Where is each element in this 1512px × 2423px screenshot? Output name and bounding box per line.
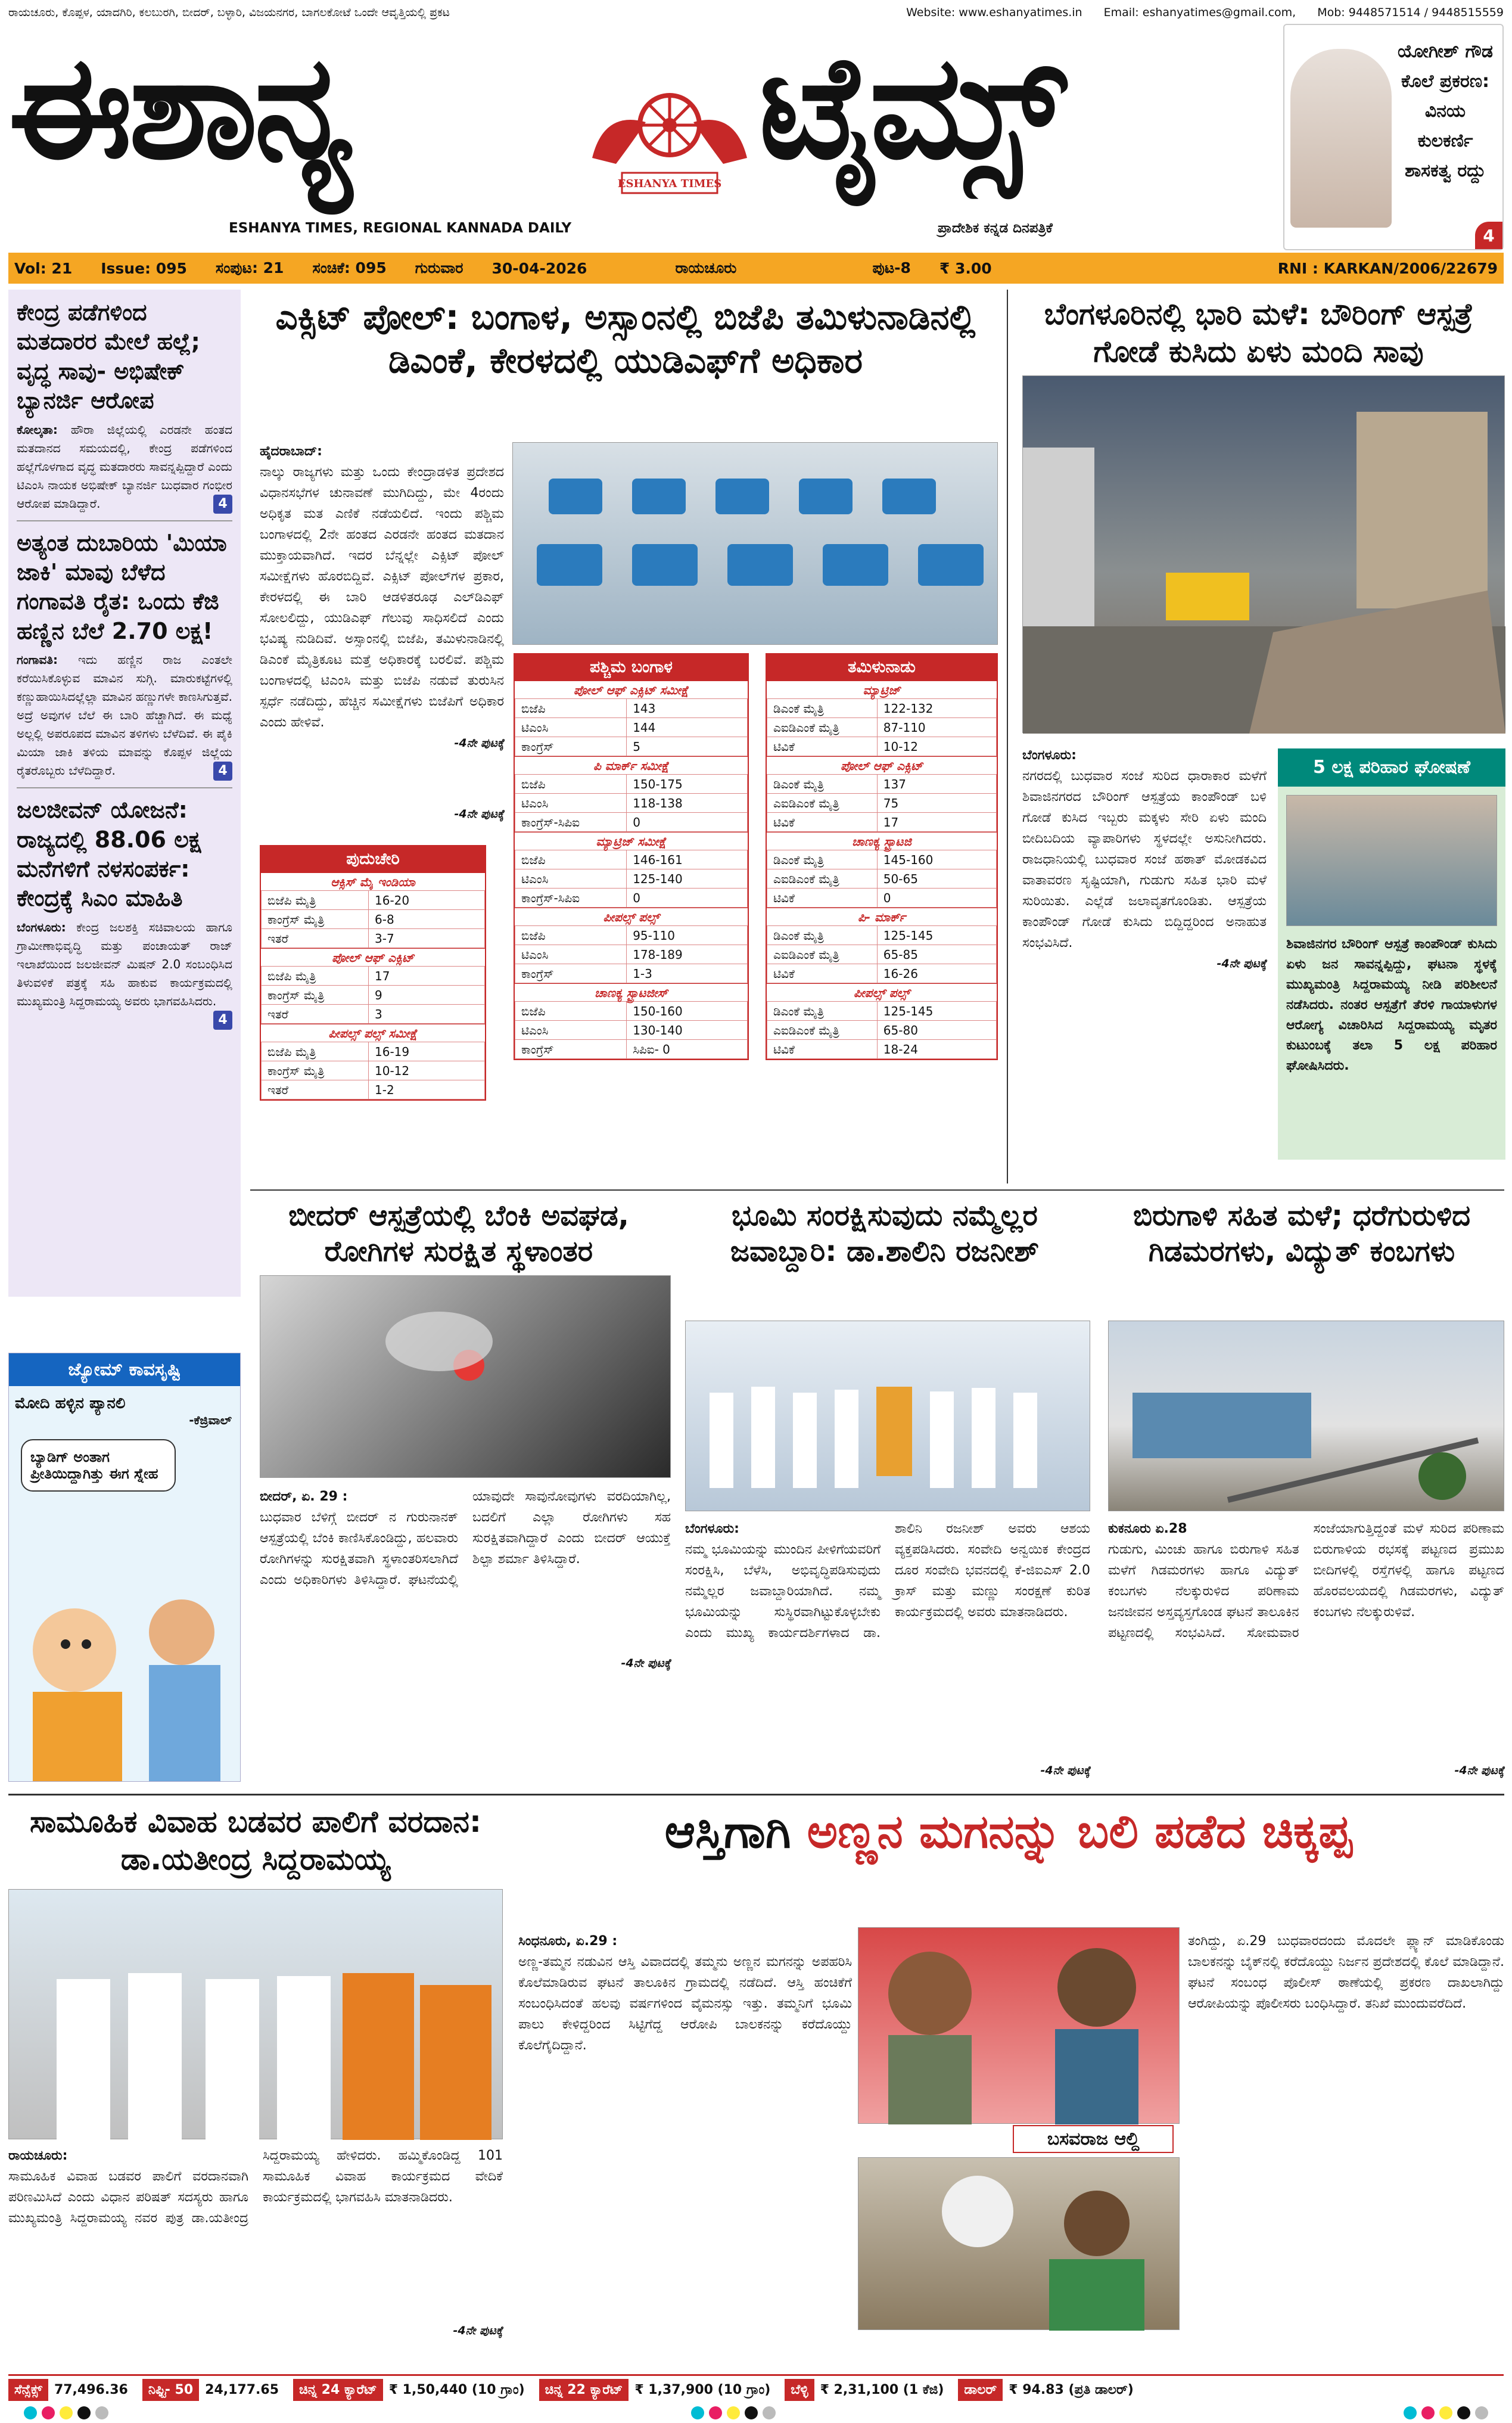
- email-link[interactable]: Email: eshanyatimes@gmail.com,: [1103, 6, 1296, 19]
- page-count: ಪುಟ-8: [872, 259, 911, 277]
- seats-cell: 146-161: [627, 850, 748, 869]
- table-row: [767, 945, 997, 964]
- portrait-photo: [1290, 49, 1392, 228]
- date: 30-04-2026: [491, 259, 587, 277]
- seats-cell: 125-140: [627, 869, 748, 889]
- seats-cell: 87-110: [877, 718, 996, 737]
- fire-photo: [260, 1275, 671, 1478]
- lead-headline[interactable]: ಎಕ್ಸಿಟ್ ಪೋಲ್: ಬಂಗಾಳ, ಅಸ್ಸಾಂನಲ್ಲಿ ಬಿಜೆಪಿ ತಮಿಳುನಾಡಿನಲ್ಲಿ ಡಿಎಂಕೆ, ಕೇರಳದಲ್ಲಿ ಯುಡಿಎಫ್‌ಗೆ ಅಧಿಕಾರ: [275, 297, 976, 381]
- table-row: [515, 775, 748, 794]
- ticker-value: ₹ 1,50,440 (10 ಗ್ರಾಂ): [388, 2382, 525, 2397]
- table-row: [515, 1040, 748, 1059]
- table-row: [515, 1002, 748, 1021]
- table-row: [515, 945, 748, 964]
- seats-cell: 75: [877, 794, 996, 813]
- hospital-icon: [858, 2158, 1180, 2331]
- ticker-label: ಬೆಳ್ಳಿ: [785, 2379, 814, 2401]
- section-rule: [250, 1189, 1504, 1191]
- continue-note: -4ನೇ ಪುಟಕ್ಕೆ: [454, 737, 504, 750]
- continue-note: -4ನೇ ಪುಟಕ್ಕೆ: [1217, 957, 1267, 970]
- table-row: [262, 1005, 485, 1024]
- lead-text: ನಾಲ್ಕು ರಾಜ್ಯಗಳು ಮತ್ತು ಒಂದು ಕೇಂದ್ರಾಡಳಿತ ಪ್ರದೇಶದ ವಿಧಾನಸಭೆಗಳ ಚುನಾವಣೆ ಮುಗಿದಿದ್ದು, ಮೇ 4ರಂದು ಅಧಿಕೃತ ಮತ ಎಣಿಕೆ ನಡೆಯಲಿದೆ. ಇಂದು ಪಶ್ಚಿಮ ಬಂಗಾಳದಲ್ಲಿ 2ನೇ ಹಂತದ ಎರಡನೇ ಹಂತದ ಮತದಾನ ಮುಕ್ತಾಯವಾಗಿದೆ. ಇದರ ಬೆನ್ನಲ್ಲೇ ಎಕ್ಸಿಟ್ ಪೋಲ್ ಸಮೀಕ್ಷೆಗಳು ಹೊರಬಿದ್ದಿವೆ. ಎಕ್ಸಿಟ್ ಪೋಲ್‌ಗಳ ಪ್ರಕಾರ, ಕೇರಳದಲ್ಲಿ ಈ ಬಾರಿ ಆಡಳಿತರೂಢ ಎಲ್‌ಡಿಎಫ್‌ ಸೋಲಲಿದ್ದು, ಯುಡಿಎಫ್ ಗೆಲುವು ಸಾಧಿಸಲಿದೆ ಎಂದು ಭವಿಷ್ಯ ನುಡಿದಿವೆ. ಅಸ್ಸಾಂನಲ್ಲಿ ಬಿಜೆಪಿ, ತಮಿಳುನಾಡಿನಲ್ಲಿ ಡಿಎಂಕೆ ಮೈತ್ರಿಕೂಟ ಮತ್ತೆ ಅಧಿಕಾರಕ್ಕೆ ಬರಲಿವೆ. ಪಶ್ಚಿಮ ಬಂಗಾಳದಲ್ಲಿ ಟಿಎಂಸಿ ಮತ್ತು ಬಿಜೆಪಿ ನಡುವೆ ತುರುಸಿನ ಸ್ಪರ್ಧೆ ನಡೆದಿದ್ದು, ಹೆಚ್ಚಿನ ಸಮೀಕ್ಷೆಗಳು ಬಿಜೆಪಿಗೆ ಅಧಿಕಾರ ಎಂದು ಹೇಳಿವೆ.: [260, 465, 504, 730]
- storm-photo: [1108, 1321, 1504, 1511]
- table-row: [767, 794, 997, 813]
- registration-marks-left: [24, 2406, 108, 2419]
- weekday: ಗುರುವಾರ: [415, 259, 463, 277]
- table-row: [767, 737, 997, 756]
- rain-text: ನಗರದಲ್ಲಿ ಬುಧವಾರ ಸಂಜೆ ಸುರಿದ ಧಾರಾಕಾರ ಮಳೆಗೆ ಶಿವಾಜಿನಗರದ ಬೌರಿಂಗ್ ಆಸ್ಪತ್ರೆಯ ಕಾಂಪೌಂಡ್ ಬಳಿ ಗೋಡೆ ಕುಸಿದ ಇಬ್ಬರು ಮಕ್ಕಳು ಸೇರಿ ಏಳು ಮಂದಿ ಬೀದಿಬದಿಯ ವ್ಯಾಪಾರಿಗಳು ಸ್ಥಳದಲ್ಲೇ ಅಸುನೀಗಿದರು. ರಾಜಧಾನಿಯಲ್ಲಿ ಬುಧವಾರ ಸಂಜೆ ಹಠಾತ್ ಮೋಡಕವಿದ ವಾತಾವರಣ ಸೃಷ್ಟಿಯಾಗಿ, ಗುಡುಗು ಸಹಿತ ಭಾರಿ ಮಳೆ ಸುರಿಯಿತು. ಎಲ್ಲೆಡೆ ಜಲಾವೃತಗೊಂಡಿತು. ಆಸ್ಪತ್ರೆಯ ಕಾಂಪೌಂಡ್ ಗೋಡೆ ಕುಸಿದು ಬಿದ್ದಿದ್ದರಿಂದ ಅನಾಹುತ ಸಂಭವಿಸಿದೆ.: [1022, 769, 1267, 950]
- rain-dateline: ಬೆಂಗಳೂರು:: [1022, 748, 1077, 763]
- collapse-scene-icon: [1023, 376, 1505, 734]
- party-cell: ಬಿಜೆಪಿ: [515, 775, 627, 794]
- land-text: ನಮ್ಮ ಭೂಮಿಯನ್ನು ಮುಂದಿನ ಪೀಳಿಗೆಯವರಿಗೆ ಸಂರಕ್ಷಿಸಿ, ಬೆಳೆಸಿ, ಅಭಿವೃದ್ಧಿಪಡಿಸುವುದು ನಮ್ಮೆಲ್ಲರ ಜವಾಬ್ದಾರಿಯಾಗಿದೆ. ನಮ್ಮ ಭೂಮಿಯನ್ನು ಸುಸ್ಥಿರವಾಗಿಟ್ಟುಕೊಳ್ಳಬೇಕು ಎಂದು ಮುಖ್ಯ ಕಾರ್ಯದರ್ಶಿಗಳಾದ ಡಾ. ಶಾಲಿನಿ ರಜನೀಶ್ ಅವರು ಆಶಯ ವ್ಯಕ್ತಪಡಿಸಿದರು. ಸಂವೇದಿ ಅನ್ವಯಿಕ ಕೇಂದ್ರದ ದೂರ ಸಂವೇದಿ ಭವನದಲ್ಲಿ ಕೆ-ಜಿಐಎಸ್ 2.0 ಕ್ರಾಸ್ ಮತ್ತು ಮಣ್ಣು ಸಂರಕ್ಷಣೆ ಕುರಿತ ಕಾರ್ಯಕ್ರಮದಲ್ಲಿ ಅವರು ಮಾತನಾಡಿದರು.: [685, 1521, 1090, 1641]
- table-section-title: ಚಾಣಕ್ಯ ಸ್ಟ್ರಾಟಜಿ: [767, 832, 997, 850]
- seats-cell: 16-26: [877, 964, 996, 983]
- rni-number: RNI : KARKAN/2006/22679: [1277, 259, 1498, 277]
- bidar-text: ಬುಧವಾರ ಬೆಳಿಗ್ಗೆ ಬೀದರ್ ನ ಗುರುನಾನಕ್ ಆಸ್ಪತ್ರೆಯಲ್ಲಿ ಬೆಂಕಿ ಕಾಣಿಸಿಕೊಂಡಿದ್ದು, ಹಲವಾರು ರೋಗಿಗಳನ್ನು ಸುರಕ್ಷಿತವಾಗಿ ಸ್ಥಳಾಂತರಿಸಲಾಗಿದೆ ಎಂದು ಅಧಿಕಾರಿಗಳು ತಿಳಿಸಿದ್ದಾರೆ. ಘಟನೆಯಲ್ಲಿ ಯಾವುದೇ ಸಾವುನೋವುಗಳು ವರದಿಯಾಗಿಲ್ಲ, ಬದಲಿಗೆ ಎಲ್ಲಾ ರೋಗಿಗಳು ಸಹ ಸುರಕ್ಷಿತವಾಗಿದ್ದಾರೆ ಎಂದು ಬೀದರ್ ಆಯುಕ್ತೆ ಶಿಲ್ಪಾ ಶರ್ಮಾ ತಿಳಿಸಿದ್ದಾರೆ.: [260, 1489, 671, 1588]
- seats-cell: 3-7: [369, 929, 485, 948]
- ticker-value: ₹ 1,37,900 (10 ಗ್ರಾಂ): [634, 2382, 771, 2397]
- party-cell: ಬಿಜೆಪಿ: [515, 926, 627, 945]
- ticker-label: ಡಾಲರ್: [958, 2379, 1003, 2401]
- seats-cell: 150-175: [627, 775, 748, 794]
- info-bar: [8, 253, 1504, 284]
- page-ref-badge: 4: [213, 762, 232, 781]
- wedding-dateline: ರಾಯಚೂರು:: [8, 2148, 68, 2163]
- party-cell: ಬಿಜೆಪಿ ಮೈತ್ರಿ: [262, 967, 369, 986]
- storm-dateline: ಕುಕನೂರು ಏ.28: [1108, 1521, 1187, 1536]
- storm-body: [1108, 1518, 1504, 1644]
- masthead: [8, 24, 1504, 250]
- relief-photo: [1286, 795, 1497, 926]
- seats-cell: 6-8: [369, 910, 485, 929]
- party-cell: ಇತರೆ: [262, 1080, 369, 1099]
- party-cell: ಕಾಂಗ್ರೆಸ್: [515, 964, 627, 983]
- emblem-text: ESHANYA TIMES: [617, 178, 722, 190]
- page-ref-badge: 4: [1475, 222, 1502, 249]
- fire-icon: [260, 1276, 671, 1478]
- party-cell: ಬಿಜೆಪಿ: [515, 699, 627, 718]
- emblem-icon: [580, 69, 759, 218]
- table-row: [515, 850, 748, 869]
- party-cell: ಬಿಜೆಪಿ ಮೈತ್ರಿ: [262, 1042, 369, 1061]
- table-row: [515, 926, 748, 945]
- evm-photo: [512, 442, 998, 645]
- cartoon-byline: -ಕೆಜ್ರಿವಾಲ್: [189, 1413, 232, 1427]
- relief-box[interactable]: [1278, 748, 1505, 1160]
- seats-cell: 178-189: [627, 945, 748, 964]
- brief-headline: ಅತ್ಯಂತ ದುಬಾರಿಯ 'ಮಿಯಾ ಜಾಕಿ' ಮಾವು ಬೆಳೆದ ಗಂಗಾವತಿ ರೈತ: ಒಂದು ಕೆಜಿ ಹಣ್ಣಿನ ಬೆಲೆ 2.70 ಲಕ್ಷ!: [17, 529, 227, 644]
- column-rule: [1007, 290, 1008, 1183]
- seats-cell: 0: [627, 813, 748, 832]
- party-cell: ಕಾಂಗ್ರೆಸ್ ಮೈತ್ರಿ: [262, 986, 369, 1005]
- table-section-title: ಪೋಲ್ ಆಫ್ ಎಕ್ಸಿಟ್: [261, 948, 485, 966]
- table-row: [262, 910, 485, 929]
- mobile-numbers: Mob: 9448571514 / 9448515559: [1317, 6, 1504, 19]
- seats-cell: 50-65: [877, 869, 996, 889]
- ticker-label: ಚಿನ್ನ 24 ಕ್ಯಾರೆಟ್: [293, 2379, 383, 2401]
- sanchike: ಸಂಚಿಕೆ: 095: [312, 259, 387, 277]
- crime-body: [518, 1931, 852, 2056]
- party-cell: ಡಿಎಂಕೆ ಮೈತ್ರಿ: [767, 775, 878, 794]
- table-row: [767, 718, 997, 737]
- table-row: [262, 891, 485, 910]
- brief-dateline: ಕೋಲ್ಕತಾ:: [17, 422, 58, 437]
- top-strip: [8, 5, 1504, 20]
- table-row: [767, 699, 997, 718]
- evm-icon: [513, 443, 998, 645]
- table-row: [767, 850, 997, 869]
- page-ref-badge: 4: [213, 1011, 232, 1030]
- brief-item[interactable]: [17, 529, 232, 781]
- party-cell: ಎಐಡಿಎಂಕೆ ಮೈತ್ರಿ: [767, 1021, 878, 1040]
- table-row: [767, 964, 997, 983]
- portrait-icon: [858, 1928, 1180, 2124]
- table-section-title: ಪೋಲ್ ಆಫ್ ಎಕ್ಸಿಟ್: [767, 756, 997, 774]
- table-section-title: ಪೀಪಲ್ಸ್ ಪಲ್ಸ್ ಸಮೀಕ್ಷೆ: [261, 1024, 485, 1042]
- section-rule: [8, 1794, 1504, 1795]
- relief-title: 5 ಲಕ್ಷ ಪರಿಹಾರ ಘೋಷಣೆ: [1278, 748, 1505, 787]
- party-cell: ಟಿವಿಕೆ: [767, 964, 878, 983]
- seats-cell: 137: [877, 775, 996, 794]
- title-left: ಈಶಾನ್ಯ: [8, 24, 350, 191]
- table-row: [767, 1002, 997, 1021]
- table-row: [515, 813, 748, 832]
- ticker-label: ಸೆನ್ಸೆಕ್ಸ್: [8, 2379, 48, 2401]
- party-cell: ಕಾಂಗ್ರೆಸ್ ಮೈತ್ರಿ: [262, 1061, 369, 1080]
- storm-headline[interactable]: ಬಿರುಗಾಳಿ ಸಹಿತ ಮಳೆ; ಧರೆಗುರುಳಿದ ಗಿಡಮರಗಳು, ವಿದ್ಯುತ್ ಕಂಬಗಳು: [1133, 1199, 1471, 1268]
- promo-line: ಶಾಸಕತ್ವ ರದ್ದು: [1405, 160, 1486, 181]
- seats-cell: 10-12: [369, 1061, 485, 1080]
- table-row: [515, 869, 748, 889]
- seats-cell: 1-3: [627, 964, 748, 983]
- table-row: [515, 718, 748, 737]
- brief-body: ಹೌರಾ ಜಿಲ್ಲೆಯಲ್ಲಿ ಎರಡನೇ ಹಂತದ ಮತದಾನದ ಸಮಯದಲ್ಲಿ, ಕೇಂದ್ರ ಪಡೆಗಳಿಂದ ಹಲ್ಲೆಗೊಳಗಾದ ವೃದ್ಧ ಮತದಾರರು ಸಾವನ್ನಪ್ಪಿದ್ದಾರೆ ಎಂದು ಟಿಎಂಸಿ ನಾಯಕ ಅಭಿಷೇಕ್ ಬ್ಯಾನರ್ಜಿ ಬುಧವಾರ ಗಂಭೀರ ಆರೋಪ ಮಾಡಿದ್ದಾರೆ.: [17, 422, 233, 511]
- editions-line: ರಾಯಚೂರು, ಕೊಪ್ಪಳ, ಯಾದಗಿರಿ, ಕಲಬುರಗಿ, ಬೀದರ್, ಬಳ್ಳಾರಿ, ವಿಜಯನಗರ, ಬಾಗಲಕೋಟೆ ಒಂದೇ ಆವೃತ್ತಿಯಲ್ಲಿ ಪ್ರಕಟ: [8, 6, 450, 19]
- ticker-value: 24,177.65: [205, 2382, 279, 2397]
- brief-dateline: ಬೆಂಗಳೂರು:: [17, 920, 66, 934]
- party-cell: ಡಿಎಂಕೆ ಮೈತ್ರಿ: [767, 1002, 878, 1021]
- table-row: [262, 986, 485, 1005]
- seats-cell: 3: [369, 1005, 485, 1024]
- party-cell: ಡಿಎಂಕೆ ಮೈತ್ರಿ: [767, 850, 878, 869]
- seats-cell: 144: [627, 718, 748, 737]
- table-title: ತಮಿಳುನಾಡು: [767, 654, 997, 681]
- land-headline[interactable]: ಭೂಮಿ ಸಂರಕ್ಷಿಸುವುದು ನಮ್ಮೆಲ್ಲರ ಜವಾಬ್ದಾರಿ: ಡಾ.ಶಾಲಿನಿ ರಜನೀಶ್: [730, 1199, 1040, 1268]
- crime-headline-pre: ಆಸ್ತಿಗಾಗಿ: [664, 1805, 807, 1859]
- sampuTa: ಸಂಪುಟ: 21: [215, 259, 284, 277]
- brief-headline: ಜಲಜೀವನ್ ಯೋಜನೆ: ರಾಜ್ಯದಲ್ಲಿ 88.06 ಲಕ್ಷ ಮನೆಗಳಿಗೆ ನಳಸಂಪರ್ಕ: ಕೇಂದ್ರಕ್ಕೆ ಸಿಎಂ ಮಾಹಿತಿ: [17, 797, 201, 912]
- brief-item[interactable]: [17, 298, 232, 513]
- seats-cell: 0: [877, 889, 996, 908]
- table-row: [767, 1021, 997, 1040]
- cartoon-figures-icon: [9, 1555, 241, 1781]
- table-row: [515, 699, 748, 718]
- seats-cell: 1-2: [369, 1080, 485, 1099]
- wedding-text: ಸಾಮೂಹಿಕ ವಿವಾಹ ಬಡವರ ಪಾಲಿಗೆ ವರದಾನವಾಗಿ ಪರಿಣಮಿಸಿದೆ ಎಂದು ವಿಧಾನ ಪರಿಷತ್ ಸದಸ್ಯರು ಹಾಗೂ ಮುಖ್ಯಮಂತ್ರಿ ಸಿದ್ದರಾಮಯ್ಯ ನವರ ಪುತ್ರ ಡಾ.ಯತೀಂದ್ರ ಸಿದ್ದರಾಮಯ್ಯ ಹೇಳಿದರು. ಹಮ್ಮಿಕೊಂಡಿದ್ದ 101 ಸಾಮೂಹಿಕ ವಿವಾಹ ಕಾರ್ಯಕ್ರಮದ ವೇದಿಕೆ ಕಾರ್ಯಕ್ರಮದಲ್ಲಿ ಭಾಗವಹಿಸಿ ಮಾತನಾಡಿದರು.: [8, 2148, 503, 2226]
- brief-body: ಇದು ಹಣ್ಣಿನ ರಾಜ ಎಂತಲೇ ಕರೆಯಿಸಿಕೊಳ್ಳುವ ಮಾವಿನ ಸುಗ್ಗಿ. ಮಾರುಕಟ್ಟೆಗಳಲ್ಲಿ ಕಣ್ಣುಹಾಯಿಸಿದಲ್ಲೆಲ್ಲಾ ಮಾವಿನ ಹಣ್ಣುಗಳೇ ಕಾಣಸಿಗುತ್ತವೆ. ಅದ್ರೆ ಅವುಗಳ ಬೆಲೆ ಈ ಬಾರಿ ಹೆಚ್ಚಾಗಿದೆ. ಈ ಮಧ್ಯೆ ಅಲ್ಲಲ್ಲಿ ಅಪರೂಪದ ಮಾವಿನ ತಳಿಗಳು ಬೆಳೆದಿವೆ. ಈ ಪೈಕಿ ಮಿಯಾ ಜಾಕಿ ತಳಿಯ ಮಾವನ್ನು ಕೊಪ್ಪಳ ಜಿಲ್ಲೆಯ ರೈತರೊಬ್ಬರು ಬೆಳೆದಿದ್ದಾರೆ.: [17, 653, 232, 778]
- title-right: ಟೈಮ್ಸ್: [759, 24, 1062, 191]
- crime-text: ಅಣ್ಣ-ತಮ್ಮನ ನಡುವಿನ ಆಸ್ತಿ ವಿವಾದದಲ್ಲಿ ತಮ್ಮನು ಅಣ್ಣನ ಮಗನನ್ನು ಅಪಹರಿಸಿ ಕೊಲೆಮಾಡಿರುವ ಘಟನೆ ತಾಲೂಕಿನ ಗ್ರಾಮದಲ್ಲಿ ನಡೆದಿದೆ. ಆಸ್ತಿ ಹಂಚಿಕೆಗೆ ಸಂಬಂಧಿಸಿದಂತೆ ಹಲವು ವರ್ಷಗಳಿಂದ ವೈಮನಸ್ಸು ಇತ್ತು. ತಮ್ಮನಿಗೆ ಭೂಮಿ ಪಾಲು ಕೇಳಿದ್ದರಿಂದ ಸಿಟ್ಟಿಗೆದ್ದ ಆರೋಪಿ ಬಾಲಕನನ್ನು ಕರೆದೊಯ್ದು ಕೊಲೆಗೈದಿದ್ದಾನೆ.: [518, 1955, 852, 2053]
- rain-body: [1022, 745, 1267, 974]
- seats-cell: 16-19: [369, 1042, 485, 1061]
- continue-note: -4ನೇ ಪುಟಕ್ಕೆ: [454, 807, 504, 821]
- table-row: [767, 1040, 997, 1059]
- wedding-body: [8, 2145, 503, 2229]
- seats-cell: 65-85: [877, 945, 996, 964]
- seats-cell: 5: [627, 737, 748, 756]
- table-section-title: ಪೀಪಲ್ಸ್ ಪಲ್ಸ್: [767, 983, 997, 1001]
- seats-cell: 118-138: [627, 794, 748, 813]
- crime-headline-red: ಅಣ್ಣನ ಮಗನನ್ನು ಬಲಿ ಪಡೆದ ಚಿಕ್ಕಪ್ಪ: [807, 1805, 1352, 1859]
- seats-cell: 143: [627, 699, 748, 718]
- seats-cell: 10-12: [877, 737, 996, 756]
- land-dateline: ಬೆಂಗಳೂರು:: [685, 1521, 739, 1536]
- table-row: [515, 1021, 748, 1040]
- table-row: [515, 964, 748, 983]
- registration-marks-right: [1404, 2406, 1488, 2419]
- table-row: [767, 869, 997, 889]
- registration-marks-center: [691, 2406, 776, 2419]
- party-cell: ಟಿವಿಕೆ: [767, 1040, 878, 1059]
- table-row: [515, 889, 748, 908]
- seats-cell: 95-110: [627, 926, 748, 945]
- issue: Issue: 095: [101, 259, 187, 277]
- seats-cell: ಸಿಪಿಐ- 0: [627, 1040, 748, 1059]
- brief-headline: ಕೇಂದ್ರ ಪಡೆಗಳಿಂದ ಮತದಾರರ ಮೇಲೆ ಹಲ್ಲೆ; ವೃದ್ಧ ಸಾವು- ಅಭಿಷೇಕ್ ಬ್ಯಾನರ್ಜಿ ಆರೋಪ: [17, 299, 200, 414]
- seats-cell: 122-132: [877, 699, 996, 718]
- table-section-title: ಪೀಪಲ್ಸ್ ಪಲ್ಸ್: [515, 908, 748, 925]
- table-section-title: ಪಿ- ಮಾರ್ಕ್: [767, 908, 997, 925]
- tamilnadu-table: [766, 653, 998, 1060]
- promo-line: ಕೊಲೆ ಪ್ರಕರಣ:: [1401, 71, 1490, 92]
- website-link[interactable]: Website: www.eshanyatimes.in: [906, 6, 1082, 19]
- party-cell: ಕಾಂಗ್ರೆಸ್-ಸಿಪಿಐ: [515, 813, 627, 832]
- bidar-body: [260, 1486, 671, 1591]
- party-cell: ಬಿಜೆಪಿ: [515, 1002, 627, 1021]
- seats-cell: 145-160: [877, 850, 996, 869]
- seats-cell: 130-140: [627, 1021, 748, 1040]
- party-cell: ಟಿಎಂಸಿ: [515, 794, 627, 813]
- bidar-headline[interactable]: ಬೀದರ್ ಆಸ್ಪತ್ರೆಯಲ್ಲಿ ಬೆಂಕಿ ಅವಘಡ, ರೋಗಿಗಳ ಸುರಕ್ಷಿತ ಸ್ಥಳಾಂತರ: [288, 1199, 629, 1268]
- party-cell: ಇತರೆ: [262, 929, 369, 948]
- ticker-label: ಚಿನ್ನ 22 ಕ್ಯಾರೆಟ್: [539, 2379, 629, 2401]
- place: ರಾಯಚೂರು: [675, 259, 737, 277]
- seats-cell: 18-24: [877, 1040, 996, 1059]
- party-cell: ಟಿವಿಕೆ: [767, 889, 878, 908]
- lead-body: [260, 441, 504, 754]
- table-row: [515, 737, 748, 756]
- ticker-label: ನಿಫ್ಟಿ- 50: [142, 2379, 199, 2401]
- party-cell: ಬಿಜೆಪಿ ಮೈತ್ರಿ: [262, 891, 369, 910]
- table-row: [767, 926, 997, 945]
- party-cell: ಎಐಡಿಎಂಕೆ ಮೈತ್ರಿ: [767, 945, 878, 964]
- party-cell: ಡಿಎಂಕೆ ಮೈತ್ರಿ: [767, 699, 878, 718]
- party-cell: ಟಿಎಂಸಿ: [515, 1021, 627, 1040]
- table-section-title: ಚಾಣಕ್ಯ ಸ್ಟ್ರಾಟಜೀಸ್: [515, 983, 748, 1001]
- crime-body-2: ತಂಗಿದ್ದು, ಏ.29 ಬುಧವಾರದಂದು ಮೊದಲೇ ಪ್ಲ್ಯಾನ್ ಮಾಡಿಕೊಂಡು ಬಾಲಕನನ್ನು ಬೈಕ್‌ನಲ್ಲಿ ಕರೆದೊಯ್ದು ನಿರ್ಜನ ಪ್ರದೇಶದಲ್ಲಿ ಕೊಲೆ ಮಾಡಿದ್ದಾನೆ. ಘಟನೆ ಸಂಬಂಧ ಪೊಲೀಸ್ ಠಾಣೆಯಲ್ಲಿ ಪ್ರಕರಣ ದಾಖಲಾಗಿದ್ದು ಆರೋಪಿಯನ್ನು ಪೊಲೀಸರು ಬಂಧಿಸಿದ್ದಾರೆ. ತನಿಖೆ ಮುಂದುವರೆದಿದೆ.: [1188, 1934, 1504, 2011]
- table-title: ಪಶ್ಚಿಮ ಬಂಗಾಳ: [515, 654, 748, 681]
- party-cell: ಕಾಂಗ್ರೆಸ್: [515, 737, 627, 756]
- table-row: [262, 967, 485, 986]
- promo-line: ವಿನಯ: [1424, 101, 1466, 122]
- table-section-title: ಪೋಲ್ ಆಫ್ ಎಕ್ಸಿಟ್ ಸಮೀಕ್ಷೆ: [515, 681, 748, 698]
- promo-line: ಯೋಗೀಶ್ ಗೌಡ: [1397, 41, 1494, 62]
- continue-note: -4ನೇ ಪುಟಕ್ಕೆ: [1454, 1764, 1504, 1777]
- promo-line: ಕುಲಕರ್ಣಿ: [1417, 131, 1473, 151]
- table-section-title: ಪಿ ಮಾರ್ಕ್ ಸಮೀಕ್ಷೆ: [515, 756, 748, 774]
- seats-cell: 0: [627, 889, 748, 908]
- table-row: [262, 929, 485, 948]
- party-cell: ಕಾಂಗ್ರೆಸ್ ಮೈತ್ರಿ: [262, 910, 369, 929]
- page-ref-badge: 4: [213, 495, 232, 514]
- land-body: [685, 1518, 1090, 1644]
- puducherry-table: [260, 845, 486, 1101]
- party-cell: ಟಿಎಂಸಿ: [515, 869, 627, 889]
- party-cell: ಟಿವಿಕೆ: [767, 813, 878, 832]
- promo-text: [1386, 37, 1505, 186]
- table-title: ಪುದುಚೇರಿ: [261, 846, 485, 872]
- storm-text: ಗುಡುಗು, ಮಿಂಚು ಹಾಗೂ ಬಿರುಗಾಳಿ ಸಹಿತ ಮಳೆಗೆ ಗಿಡಮರಗಳು ಹಾಗೂ ವಿದ್ಯುತ್ ಕಂಬಗಳು ನೆಲಕ್ಕುರುಳಿದ ಪರಿಣಾಮ ಜನಜೀವನ ಅಸ್ತವ್ಯಸ್ತಗೊಂಡ ಘಟನೆ ತಾಲೂಕಿನ ಪಟ್ಟಣದಲ್ಲಿ ಸಂಭವಿಸಿದೆ. ಸೋಮವಾರ ಸಂಜೆಯಾಗುತ್ತಿದ್ದಂತೆ ಮಳೆ ಸುರಿದ ಪರಿಣಾಮ ಬಿರುಗಾಳಿಯ ರಭಸಕ್ಕೆ ಪಟ್ಟಣದ ಪ್ರಮುಖ ಬೀದಿಗಳಲ್ಲಿ ರಸ್ತೆಗಳಲ್ಲಿ ಹಾಗೂ ಪಟ್ಟಣದ ಹೊರವಲಯದಲ್ಲಿ ಗಿಡಮರಗಳು, ವಿದ್ಯುತ್ ಕಂಬಗಳು ನೆಲಕ್ಕುರುಳಿವೆ.: [1108, 1521, 1504, 1641]
- fallen-pole-icon: [1109, 1321, 1505, 1512]
- party-cell: ಕಾಂಗ್ರೆಸ್-ಸಿಪಿಐ: [515, 889, 627, 908]
- group-photo-icon: [686, 1321, 1091, 1512]
- seats-cell: 17: [369, 967, 485, 986]
- continue-note: -4ನೇ ಪುಟಕ್ಕೆ: [1040, 1764, 1090, 1777]
- table-row: [262, 1042, 485, 1061]
- party-cell: ಟಿವಿಕೆ: [767, 737, 878, 756]
- event-photo: [685, 1321, 1090, 1511]
- continue-note: -4ನೇ ಪುಟಕ್ಕೆ: [453, 2324, 503, 2337]
- crowd-icon: [9, 1890, 503, 2140]
- bengal-table: [514, 653, 749, 1060]
- table-row: [262, 1061, 485, 1080]
- party-cell: ಬಿಜೆಪಿ: [515, 850, 627, 869]
- accused-photo: [858, 2157, 1180, 2330]
- party-cell: ಟಿಎಂಸಿ: [515, 718, 627, 737]
- table-row: [767, 813, 997, 832]
- lead-dateline: ಹೈದರಾಬಾದ್:: [260, 444, 322, 459]
- party-cell: ಇತರೆ: [262, 1005, 369, 1024]
- relief-body: ಶಿವಾಜಿನಗರ ಬೌರಿಂಗ್ ಆಸ್ಪತ್ರೆ ಕಾಂಪೌಂಡ್ ಕುಸಿದು ಏಳು ಜನ ಸಾವನ್ನಪ್ಪಿದ್ದು, ಘಟನಾ ಸ್ಥಳಕ್ಕೆ ಮುಖ್ಯಮಂತ್ರಿ ಸಿದ್ದರಾಮಯ್ಯ ನೀಡಿ ಪರಿಶೀಲನೆ ನಡೆಸಿದರು. ನಂತರ ಆಸ್ಪತ್ರೆಗೆ ತೆರಳಿ ಗಾಯಾಳುಗಳ ಆರೋಗ್ಯ ವಿಚಾರಿಸಿದ ಸಿದ್ದರಾಮಯ್ಯ ಮೃತರ ಕುಟುಂಬಕ್ಕೆ ತಲಾ 5 ಲಕ್ಷ ಪರಿಹಾರ ಘೋಷಿಸಿದರು.: [1286, 937, 1497, 1073]
- victim-photo: [858, 1927, 1180, 2124]
- table-row: [767, 889, 997, 908]
- subtitle-kn: ಪ್ರಾದೇಶಿಕ ಕನ್ನಡ ದಿನಪತ್ರಿಕೆ: [938, 220, 1053, 236]
- ticker-value: ₹ 94.83 (ಪ್ರತಿ ಡಾಲರ್): [1009, 2382, 1134, 2397]
- cartoon-title: ಜ್ಯೋಮ್ ಕಾವಸೃಷ್ಟಿ: [9, 1353, 240, 1386]
- table-row: [767, 775, 997, 794]
- table-section-title: ಮ್ಯಾಟ್ರಿಜ್: [767, 681, 997, 698]
- wedding-headline[interactable]: ಸಾಮೂಹಿಕ ವಿವಾಹ ಬಡವರ ಪಾಲಿಗೆ ವರದಾನ: ಡಾ.ಯತೀಂದ್ರ ಸಿದ್ದರಾಮಯ್ಯ: [30, 1804, 481, 1877]
- seats-cell: 65-80: [877, 1021, 996, 1040]
- party-cell: ಎಐಡಿಎಂಕೆ ಮೈತ್ರಿ: [767, 794, 878, 813]
- seats-cell: 125-145: [877, 1002, 996, 1021]
- briefs-column: [8, 290, 241, 1297]
- table-row: [515, 794, 748, 813]
- seats-cell: 125-145: [877, 926, 996, 945]
- party-cell: ಡಿಎಂಕೆ ಮೈತ್ರಿ: [767, 926, 878, 945]
- seats-cell: 17: [877, 813, 996, 832]
- party-cell: ಟಿಎಂಸಿ: [515, 945, 627, 964]
- seats-cell: 9: [369, 986, 485, 1005]
- brief-body: ಕೇಂದ್ರ ಜಲಶಕ್ತಿ ಸಚಿವಾಲಯ ಹಾಗೂ ಗ್ರಾಮೀಣಾಭಿವೃದ್ಧಿ ಮತ್ತು ಪಂಚಾಯತ್ ರಾಜ್ ಇಲಾಖೆಯಿಂದ ಜಲಜೀವನ್ ಮಿಷನ್ 2.0 ಸಂಬಂಧಿಸಿದ ತಿಳುವಳಿಕೆ ಪತ್ರಕ್ಕೆ ಸಹಿ ಹಾಕುವ ಕಾರ್ಯಕ್ರಮದಲ್ಲಿ ಮುಖ್ಯಮಂತ್ರಿ ಸಿದ್ದರಾಮಯ್ಯ ಅವರು ಭಾಗವಹಿಸಿದರು.: [17, 920, 232, 1008]
- ticker-value: ₹ 2,31,100 (1 ಕೆಜಿ): [820, 2382, 944, 2397]
- price: ₹ 3.00: [939, 259, 992, 277]
- bidar-dateline: ಬೀದರ್, ಏ. 29 :: [260, 1489, 348, 1504]
- rain-photo: [1022, 375, 1505, 733]
- subtitle-en: ESHANYA TIMES, REGIONAL KANNADA DAILY: [229, 220, 572, 236]
- wedding-photo: [8, 1889, 503, 2139]
- table-section-title: ಆಕ್ಸಿಸ್ ಮೈ ಇಂಡಿಯಾ: [261, 872, 485, 890]
- table-row: [262, 1080, 485, 1099]
- party-cell: ಎಐಡಿಎಂಕೆ ಮೈತ್ರಿ: [767, 718, 878, 737]
- seats-cell: 150-160: [627, 1002, 748, 1021]
- speech-bubble: ಬ್ಯಾಡಿಗ್ ಅಂತಾಗ ಪ್ರೀತಿಯಿದ್ದಾಗಿತ್ತು ಈಗ ಸ್ನೇಹ: [21, 1439, 176, 1492]
- brief-dateline: ಗಂಗಾವತಿ:: [17, 653, 58, 667]
- continue-note: -4ನೇ ಪುಟಕ್ಕೆ: [621, 1657, 671, 1670]
- ticker-value: 77,496.36: [54, 2382, 128, 2397]
- rain-headline[interactable]: ಬೆಂಗಳೂರಿನಲ್ಲಿ ಭಾರಿ ಮಳೆ: ಬೌರಿಂಗ್ ಆಸ್ಪತ್ರೆ ಗೋಡೆ ಕುಸಿದು ಏಳು ಮಂದಿ ಸಾವು: [1044, 297, 1473, 369]
- cartoon-caption: ಮೋದಿ ಹಳ್ಳಿನ ಪ್ಯಾನಲಿ: [15, 1394, 126, 1412]
- photo-caption: ಬಸವರಾಜ ಆಲ್ದಿ: [1013, 2125, 1174, 2153]
- table-section-title: ಮ್ಯಾಟ್ರಿಜ್ ಸಮೀಕ್ಷೆ: [515, 832, 748, 850]
- party-cell: ಕಾಂಗ್ರೆಸ್: [515, 1040, 627, 1059]
- market-ticker: [8, 2374, 1504, 2404]
- volume: Vol: 21: [14, 259, 73, 277]
- seats-cell: 16-20: [369, 891, 485, 910]
- crime-headline[interactable]: [512, 1803, 1504, 1862]
- crime-dateline: ಸಿಂಧನೂರು, ಏ.29 :: [518, 1934, 618, 1949]
- cartoon-panel[interactable]: [8, 1353, 241, 1782]
- masthead-promo[interactable]: [1283, 24, 1504, 250]
- party-cell: ಎಐಡಿಎಂಕೆ ಮೈತ್ರಿ: [767, 869, 878, 889]
- brief-item[interactable]: [17, 796, 232, 1027]
